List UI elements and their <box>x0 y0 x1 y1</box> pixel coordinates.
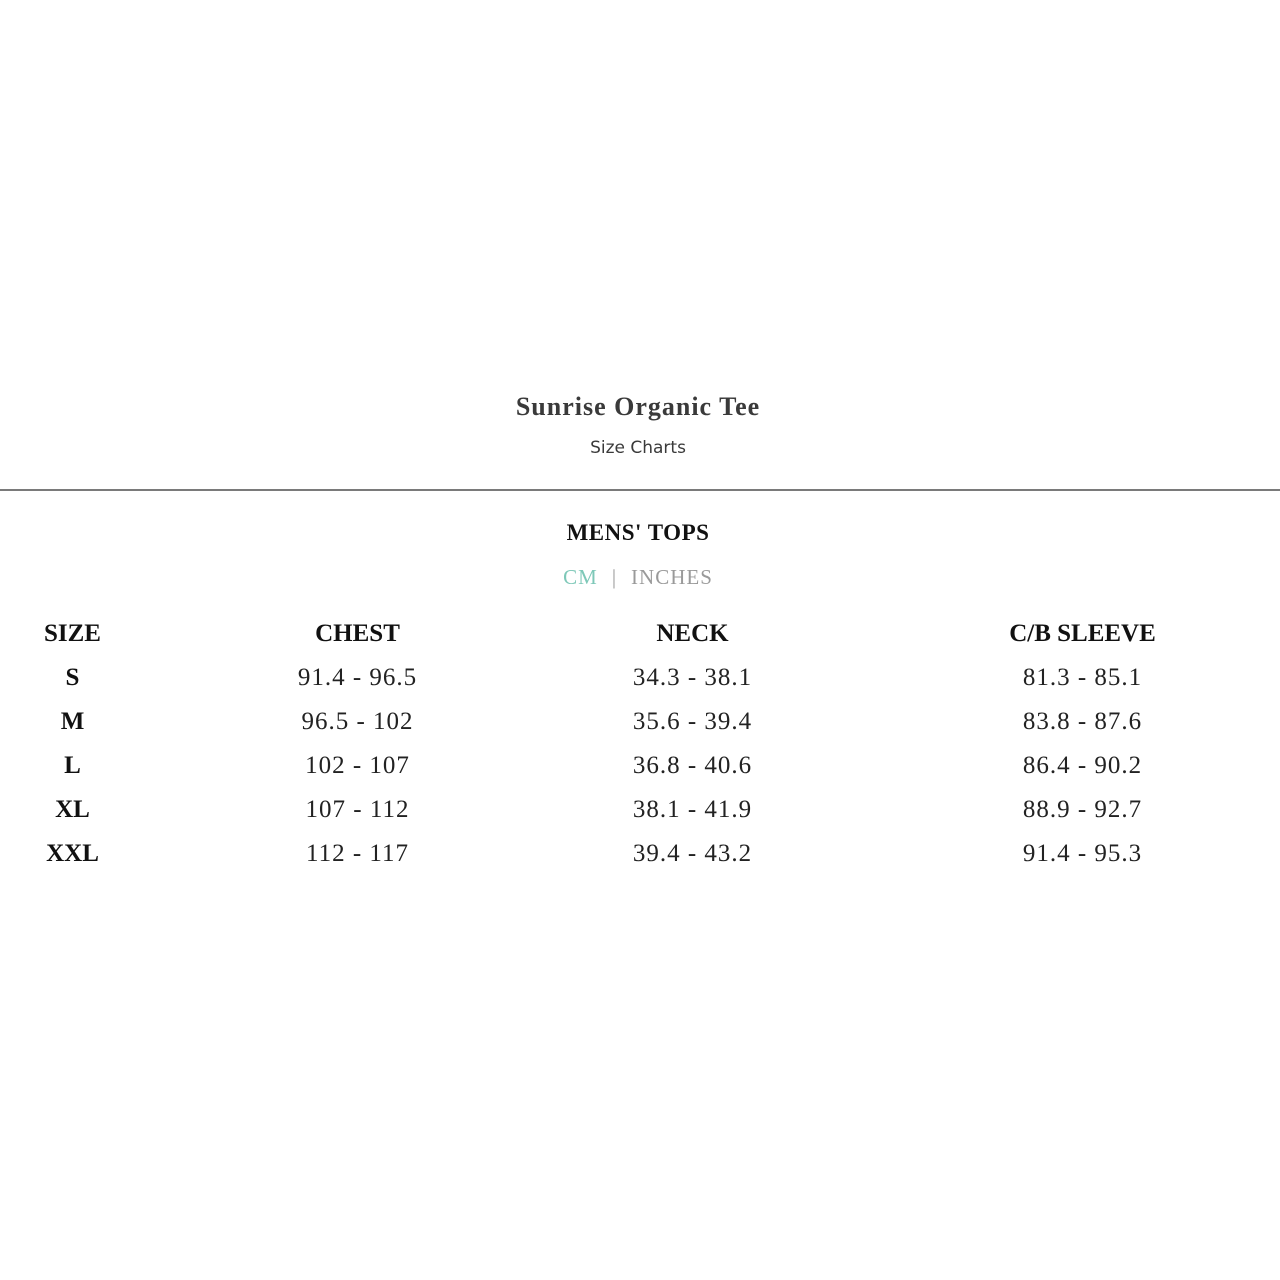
size-cell: XL <box>55 796 90 823</box>
neck-cell: 35.6 - 39.4 <box>632 708 753 735</box>
size-cell: S <box>65 664 80 691</box>
table-row <box>0 788 1280 832</box>
size-cell: XXL <box>46 840 99 867</box>
divider <box>0 489 1280 491</box>
chest-cell: 107 - 112 <box>305 796 410 823</box>
chest-cell: 91.4 - 96.5 <box>297 664 418 691</box>
chest-cell: 112 - 117 <box>306 840 409 867</box>
unit-toggle <box>0 565 1276 590</box>
size-chart-table <box>0 612 1280 876</box>
unit-separator: | <box>611 565 618 589</box>
table-row <box>0 656 1280 700</box>
unit-cm-toggle[interactable]: CM <box>563 565 598 589</box>
sleeve-cell: 81.3 - 85.1 <box>1022 664 1143 691</box>
page-subtitle: Size Charts <box>590 438 686 458</box>
sleeve-cell: 83.8 - 87.6 <box>1022 708 1143 735</box>
page-title: Sunrise Organic Tee <box>515 392 761 421</box>
table-header-row <box>0 612 1280 656</box>
chest-cell: 96.5 - 102 <box>301 708 414 735</box>
header-sleeve: C/B SLEEVE <box>1009 620 1156 647</box>
size-cell: L <box>64 752 81 779</box>
size-cell: M <box>60 708 85 735</box>
unit-inches-toggle[interactable]: INCHES <box>631 565 713 589</box>
header-neck: NECK <box>656 620 729 647</box>
header-chest: CHEST <box>315 620 400 647</box>
section-title: MENS' TOPS <box>566 520 710 545</box>
neck-cell: 38.1 - 41.9 <box>632 796 753 823</box>
neck-cell: 36.8 - 40.6 <box>632 752 753 779</box>
sleeve-cell: 88.9 - 92.7 <box>1022 796 1143 823</box>
sleeve-cell: 91.4 - 95.3 <box>1022 840 1143 867</box>
table-row <box>0 744 1280 788</box>
sleeve-cell: 86.4 - 90.2 <box>1022 752 1143 779</box>
neck-cell: 34.3 - 38.1 <box>632 664 753 691</box>
chest-cell: 102 - 107 <box>305 752 410 779</box>
neck-cell: 39.4 - 43.2 <box>632 840 753 867</box>
table-row <box>0 832 1280 876</box>
header-size: SIZE <box>44 620 101 647</box>
table-row <box>0 700 1280 744</box>
